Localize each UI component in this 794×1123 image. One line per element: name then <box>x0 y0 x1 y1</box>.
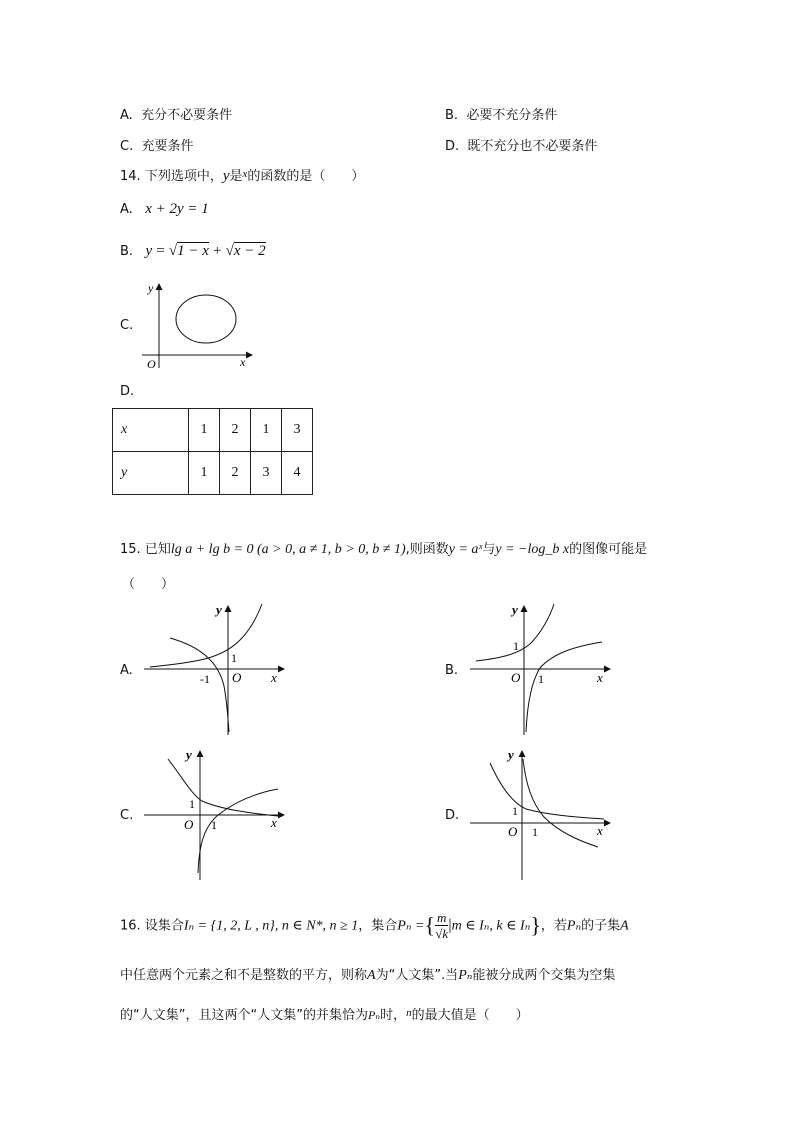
stem-text: ,则函数 <box>405 542 449 557</box>
origin-label: O <box>184 817 194 832</box>
equals-sign: = <box>156 243 165 259</box>
var-y: y <box>222 168 230 184</box>
q15-option-a-label: A. <box>120 663 133 678</box>
q13-option-b <box>445 104 557 123</box>
option-text: 充要条件 <box>141 139 194 154</box>
stem-text: 已知 <box>144 542 171 557</box>
tick-label: 1 <box>211 818 217 832</box>
tick-label: 1 <box>231 651 237 665</box>
right-brace: } <box>530 912 541 938</box>
exponential-curve <box>490 763 604 819</box>
table-cell: 2 <box>220 452 251 495</box>
table-cell: 3 <box>282 409 313 452</box>
set-P-condition: m ∈ Iₙ, k ∈ Iₙ <box>451 918 531 934</box>
stem-text: 时， <box>380 1008 407 1023</box>
q14-option-a <box>120 201 209 218</box>
x-axis-label: x <box>271 815 277 830</box>
x-axis-label: x <box>597 670 603 685</box>
stem-text: 的图像可能是 <box>569 542 648 557</box>
logarithmic-curve <box>198 789 278 873</box>
q14-option-c-label: C. <box>120 318 134 333</box>
option-label: A. <box>120 108 133 123</box>
q16-line-3 <box>120 1004 529 1023</box>
table-cell: 4 <box>282 452 313 495</box>
option-label: A. <box>120 202 133 217</box>
sqrt-sign: √ <box>435 926 443 941</box>
table-head-x: x <box>113 409 189 452</box>
stem-text: 的“人文集”，且这两个“人文集”的并集恰为 <box>120 1008 368 1023</box>
q14-option-d-label: D. <box>120 384 135 399</box>
circle-curve <box>176 295 236 343</box>
origin-label: O <box>147 357 156 370</box>
var-A: A <box>620 918 629 934</box>
table-head-y: y <box>113 452 189 495</box>
q15-stem <box>120 538 647 558</box>
option-expression: x + 2y = 1 <box>145 201 209 217</box>
radicand-1: 1 − x <box>177 243 209 259</box>
stem-text: 与 <box>482 542 496 557</box>
y-axis-label: y <box>216 602 222 617</box>
var-Pn: Pₙ <box>566 918 582 934</box>
exponential-curve <box>150 604 262 667</box>
stem-text: 为“人文集”.当 <box>375 968 459 983</box>
q13-option-a <box>120 104 232 123</box>
y-axis-label: y <box>512 602 518 617</box>
x-axis-label: x <box>597 823 603 838</box>
q14-option-d-table <box>112 408 313 495</box>
q15-option-b-label: B. <box>445 663 459 678</box>
table-row <box>113 452 313 495</box>
table-row <box>113 409 313 452</box>
fraction-denominator: k <box>442 926 449 941</box>
stem-text: 是 <box>229 169 243 184</box>
condition-expression: lg a + lg b = 0 (a > 0, a ≠ 1, b > 0, b ≠ 1) <box>170 542 406 557</box>
stem-text: 的函数的是（ ） <box>247 169 365 184</box>
stem-text: 的最大值是（ ） <box>411 1008 529 1023</box>
origin-label: O <box>508 824 518 839</box>
left-brace: { <box>424 912 436 938</box>
question-number: 16. <box>120 918 141 934</box>
radicand-2: x − 2 <box>233 243 266 259</box>
origin-label: O <box>511 670 521 685</box>
table-cell: 2 <box>220 409 251 452</box>
var-Pn: Pₙ <box>367 1008 381 1022</box>
stem-text: 下列选项中， <box>144 169 223 184</box>
tick-label: 1 <box>532 825 538 839</box>
var-n: n <box>406 1007 412 1019</box>
question-number: 15. <box>120 542 141 557</box>
option-label: D. <box>445 139 460 154</box>
tick-label: 1 <box>189 797 195 811</box>
stem-text: 中任意两个元素之和不是整数的平方，则称 <box>120 968 368 983</box>
exponential-curve <box>168 759 278 816</box>
option-text: 必要不充分条件 <box>466 108 558 123</box>
q14-stem <box>120 165 364 185</box>
option-label: C. <box>120 139 134 154</box>
sqrt-sign: √ <box>168 243 178 259</box>
table-cell: 1 <box>189 452 220 495</box>
q15-option-a-graph <box>140 600 290 740</box>
plus-sign: + <box>213 243 222 259</box>
y-axis-label: y <box>148 281 154 295</box>
tick-label: 1 <box>538 672 544 686</box>
function-1: y = aˣ <box>448 542 483 557</box>
x-axis-label: x <box>271 670 277 685</box>
fraction-numerator: m <box>437 910 447 925</box>
stem-text: ，若 <box>540 918 567 934</box>
q15-option-c-label: C. <box>120 808 134 823</box>
stem-text: ，集合 <box>358 918 398 934</box>
question-number: 14. <box>120 169 141 184</box>
var-A: A <box>367 968 376 983</box>
x-axis-label: x <box>240 355 246 369</box>
q14-option-c-graph <box>136 280 256 370</box>
set-P-lhs: Pₙ = <box>397 918 425 934</box>
q15-answer-paren: （ ） <box>122 577 175 592</box>
tick-label: 1 <box>513 639 519 653</box>
separator-bar: | <box>448 916 452 934</box>
q15-option-b-graph <box>466 600 616 740</box>
y-axis-label: y <box>508 747 514 762</box>
table-cell: 1 <box>251 409 282 452</box>
q15-option-d-label: D. <box>445 808 460 823</box>
stem-text: 能被分成两个交集为空集 <box>472 968 616 983</box>
stem-text: 的子集 <box>581 918 621 934</box>
option-label: B. <box>445 108 459 123</box>
tick-label: -1 <box>200 672 210 686</box>
option-text: 既不充分也不必要条件 <box>467 139 598 154</box>
q15-option-c-graph <box>140 745 290 885</box>
q14-option-b <box>120 243 266 260</box>
var-x: x <box>242 168 248 180</box>
fraction <box>435 910 448 942</box>
q16-line-1 <box>120 910 629 942</box>
var-Pn: Pₙ <box>458 968 473 983</box>
var-y: y <box>145 243 153 259</box>
y-axis-label: y <box>186 747 192 762</box>
function-2: y = −log_b x <box>495 542 570 557</box>
set-I-definition: Iₙ = {1, 2, L , n}, n ∈ N*, n ≥ 1 <box>183 918 359 934</box>
logarithmic-curve <box>526 642 602 732</box>
option-label: B. <box>120 244 134 259</box>
tick-label: 1 <box>512 804 518 818</box>
q15-option-d-graph <box>466 745 616 885</box>
q13-option-c <box>120 135 194 154</box>
table-cell: 1 <box>189 409 220 452</box>
table-cell: 3 <box>251 452 282 495</box>
stem-text: 设集合 <box>144 918 184 934</box>
option-text: 充分不必要条件 <box>141 108 233 123</box>
q13-option-d <box>445 135 597 154</box>
origin-label: O <box>232 670 242 685</box>
sqrt-sign: √ <box>225 243 234 259</box>
q16-line-2 <box>120 964 615 984</box>
